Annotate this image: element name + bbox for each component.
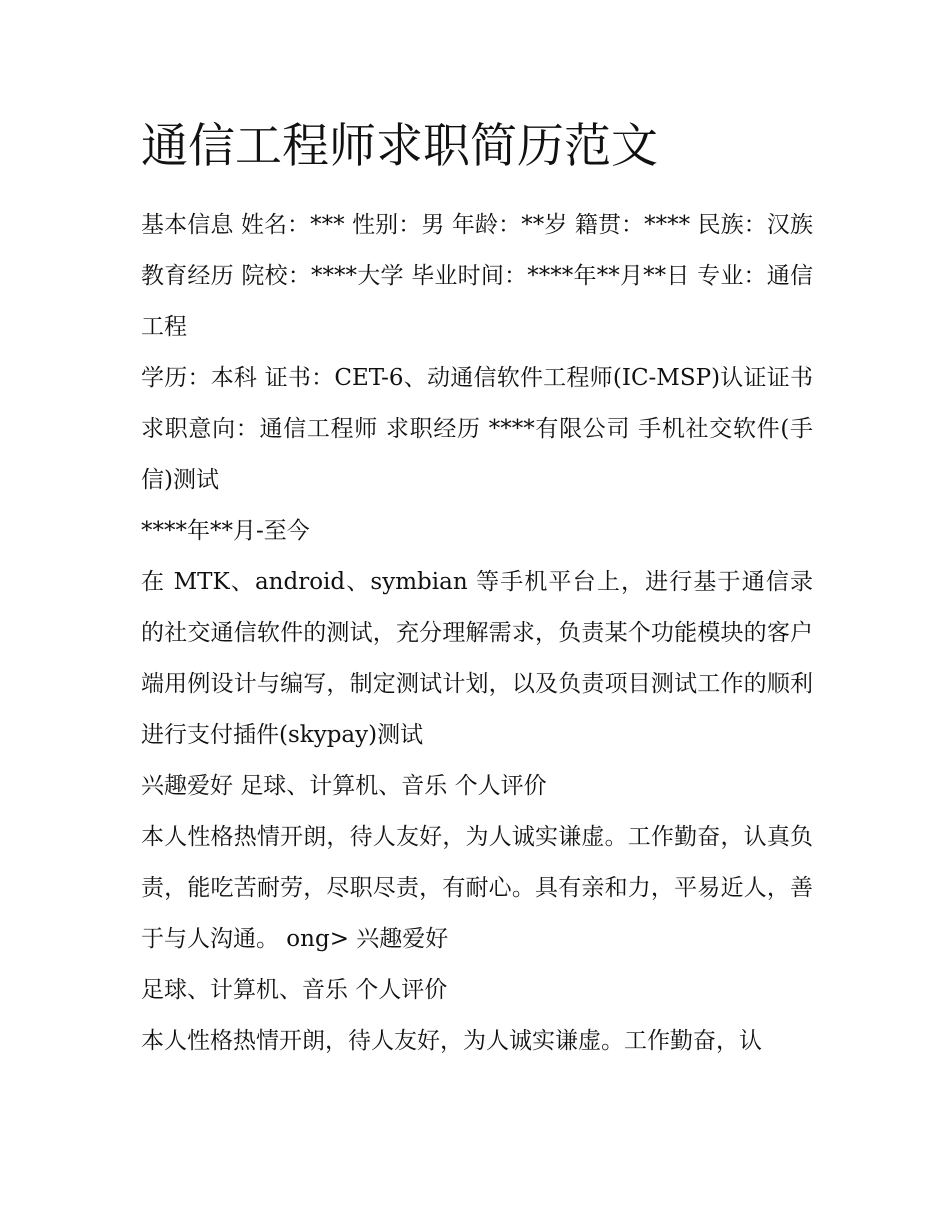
- paragraph-date-range: ****年**月-至今: [141, 518, 310, 544]
- paragraph-job-description: 在 MTK、android、symbian 等手机平台上，进行基于通信录的社交通信软件的测试，充分理解需求，负责某个功能模块的客户端用例设计与编写，制定测试计划，以及负责项目测试工作的顺利进行支付插件(skypay)测试: [141, 569, 813, 748]
- paragraph-self-evaluation-repeat: 本人性格热情开朗，待人友好，为人诚实谦虚。工作勤奋，认: [141, 1028, 762, 1054]
- paragraph-self-evaluation: 本人性格热情开朗，待人友好，为人诚实谦虚。工作勤奋，认真负责，能吃苦耐劳，尽职尽责，有耐心。具有亲和力，平易近人，善于与人沟通。 ong> 兴趣爱好: [141, 824, 813, 952]
- paragraph-basic-info: 基本信息 姓名：*** 性别：男 年龄：**岁 籍贯：**** 民族：汉族 教育经历 院校：****大学 毕业时间：****年**月**日 专业：通信工程: [141, 212, 813, 340]
- page-title: 通信工程师求职简历范文: [141, 119, 658, 174]
- document-body: [141, 112, 813, 1067]
- paragraph-hobbies: 兴趣爱好 足球、计算机、音乐 个人评价: [141, 773, 547, 799]
- paragraph-hobbies-repeat: 足球、计算机、音乐 个人评价: [141, 977, 448, 1003]
- paragraph-education-job: 学历：本科 证书：CET-6、动通信软件工程师(IC-MSP)认证证书 求职意向：通信工程师 求职经历 ****有限公司 手机社交软件(手信)测试: [141, 365, 813, 493]
